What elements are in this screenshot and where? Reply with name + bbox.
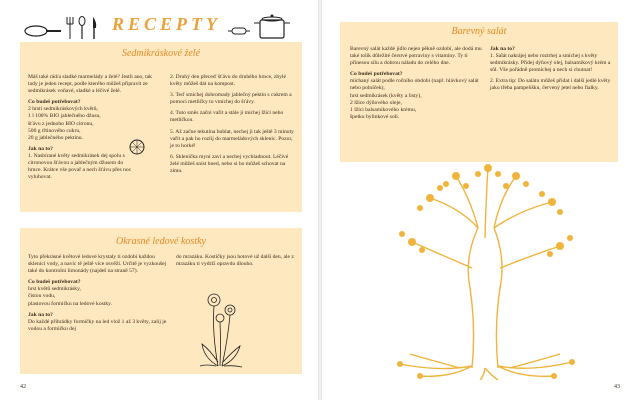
pot-icon <box>254 14 290 40</box>
ice-need-heading: Co budeš potřebovat? <box>28 279 81 286</box>
salad-intro: Barevný salát každé jídlo nejen pěkně ozdobí, ale dodá mu také tolik důležité čerstvé potraviny s vitamíny. Ty ti přinesou sílu a dobrou náladu do celého dne. <box>350 46 482 67</box>
right-page <box>320 0 640 400</box>
ice-recipe-title: Okrasné ledové kostky <box>116 236 206 247</box>
salad-ingredient: míchaný salát podle ročního období (např. hlávkový salát nebo polníček), <box>350 78 479 92</box>
jelly-step: 5. Až začne tekutina bublat, nechej ji tak ještě 3 minuty vařit a pak ho rozlij do marmeládových sklenic. Pozor, je to horké! <box>170 128 294 149</box>
ice-intro: Tyto překrásné květové ledové krystaly ti ozdobí každou sklenici vody, a navíc tě ještě více osvěží. Určitě je vyzkoušej také do kontrolní limonády (najdeš na straně 57). <box>28 254 167 275</box>
jelly-step: 4. Tuto směs začni vařit a stále ji míchej lžící nebo metličkou. <box>170 110 284 124</box>
ice-how-heading: Jak na to? <box>28 311 53 318</box>
jelly-recipe-box <box>20 42 302 212</box>
salad-step: 2. Extra tip: Do salátu můžeš přidat i další jedlé květy jako třeba pampelišku, červený jetel nebo fialky. <box>490 78 611 92</box>
jelly-step: 3. Teď smíchej dohromady jablečný pektin s cukrem a pomoci metličky to vmíchej do šťávy. <box>170 92 292 106</box>
lemon-icon <box>128 138 146 156</box>
ice-ingredient: hrst květů sedmikrásky, <box>28 286 81 293</box>
fork-icon <box>66 16 74 40</box>
pan-icon <box>24 22 62 38</box>
jelly-ingredient: 1 l 100% BIO jablečného džusu, <box>28 113 101 120</box>
jelly-ingredient: 2 hrsti sedmikráskových květů, <box>28 106 98 113</box>
ice-ingredient: čistou vodu, <box>28 293 56 300</box>
ice-left-column <box>28 254 168 333</box>
salad-left-column <box>350 46 482 121</box>
daisy-illustration <box>196 288 246 370</box>
jelly-intro: Máš také rád/a sladké marmelády a želé? Jestli ano, tak tady je jeden recept, podle kterého můžeš připravit ze sedmikrásek voňavé, sladké a léčivé želé. <box>28 74 152 95</box>
salad-recipe-title: Barevný salát <box>451 26 507 37</box>
jelly-how-heading: Jak na to? <box>28 145 53 152</box>
jelly-ingredient: 20 g jablečného pektinu. <box>28 134 83 141</box>
jelly-step-1: 1. Nasbírané květy sedmikrásek dej spolu s citronovou šťávou a jablečným džusem do hrnce. Krátce vše povař a nech šťávu přes noc vyluhovat. <box>28 152 132 181</box>
salad-step: 1. Salát nakrájej nebo roztrhej a smíchej s květy sedmikrásky. Přidej dýňový olej, balsamikový krém a sůl. Vše pořádně promíchej a nech si chutnat! <box>490 53 611 74</box>
knife-icon <box>90 16 98 40</box>
ice-how: Do každé přihrádky formičky na led vlož 1 až 3 květy, zalij je vodou a formičku dej <box>28 318 167 332</box>
salad-how-heading: Jak na to? <box>490 46 515 52</box>
salad-ingredient: špetku bylinkové soli. <box>350 113 400 120</box>
tree-illustration <box>360 158 610 380</box>
page-title: RECEPTY <box>112 14 222 34</box>
salad-ingredient: hrst sedmikrásek (květy a listy), <box>350 92 422 99</box>
salad-need-heading: Co budeš potřebovat? <box>350 71 403 78</box>
salad-ingredient: 2 lžíce dýňového oleje, <box>350 99 402 106</box>
jelly-ingredient: 500 g třtinového cukru, <box>28 127 81 134</box>
ice-recipe-box <box>20 228 302 374</box>
jelly-left-column <box>28 74 160 181</box>
rolling-pin-icon <box>228 26 250 36</box>
ice-right-column <box>176 254 298 272</box>
ice-ingredient: plastovou formičku na ledové kostky. <box>28 300 112 307</box>
jelly-right-column <box>170 74 296 179</box>
left-page-number: 42 <box>20 384 26 390</box>
jelly-recipe-title: Sedmikráskové želé <box>121 48 201 59</box>
jelly-step: 6. Sklenička myní zaví a nechej vychladnout. Léčivé želé můžeš sníst hned, nebo si ho můžeš schovat na zimu. <box>170 153 289 175</box>
spoon-icon <box>78 16 86 40</box>
jelly-ingredient: šťávu z jednoho BIO citronu, <box>28 120 94 127</box>
right-page-number: 43 <box>614 384 620 390</box>
jelly-need-heading: Co budeš potřebovat? <box>28 99 81 106</box>
salad-ingredient: 1 lžíci balsamikového krému, <box>350 106 417 113</box>
salad-recipe-box <box>340 22 618 162</box>
ice-intro-continued: do mrazáku. Kostičky jsou hotové už další den, ale z mrazáku ti vydrží opravdu dlouho. <box>176 254 294 268</box>
salad-right-column <box>490 46 612 97</box>
jelly-step: 2. Druhý den přeceď šťávu do druhého hrnce, zbylé květy můžeš dát na kompost. <box>170 74 286 88</box>
